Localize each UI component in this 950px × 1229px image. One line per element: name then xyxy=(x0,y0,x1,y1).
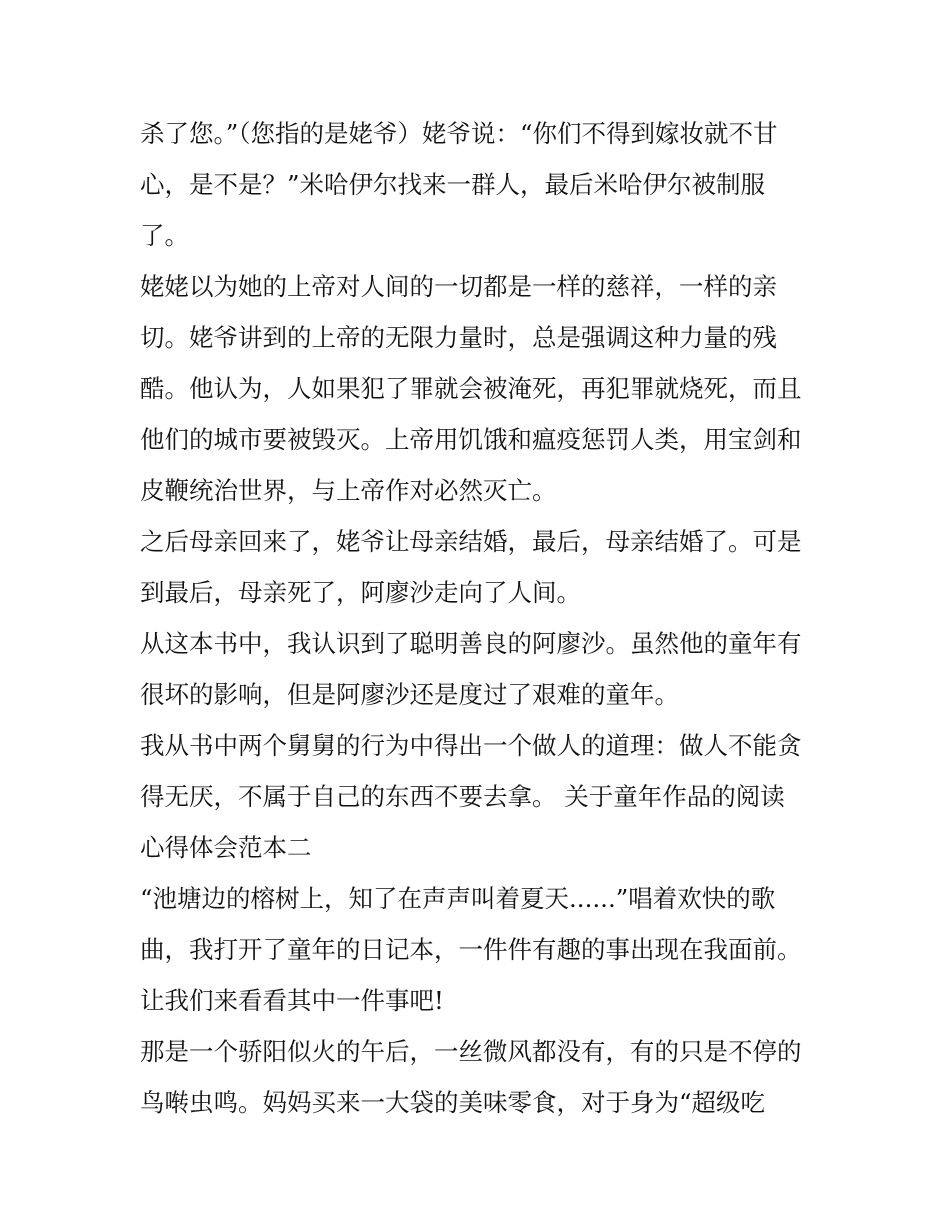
text-line: 从这本书中，我认识到了聪明善良的阿廖沙。虽然他的童年有 xyxy=(140,629,802,658)
text-line: 我从书中两个舅舅的行为中得出一个做人的道理：做人不能贪 xyxy=(140,731,802,760)
text-line: 之后母亲回来了，姥爷让母亲结婚，最后，母亲结婚了。可是 xyxy=(140,527,802,556)
text-line: 了。 xyxy=(140,221,189,250)
section-heading-line: 心得体会范本二 xyxy=(140,833,312,862)
text-line: 曲，我打开了童年的日记本，一件件有趣的事出现在我面前。 xyxy=(140,935,802,964)
text-line: 到最后，母亲死了，阿廖沙走向了人间。 xyxy=(140,578,581,607)
text-line: 很坏的影响，但是阿廖沙还是度过了艰难的童年。 xyxy=(140,680,679,709)
text-line: 杀了您。”（您指的是姥爷）姥爷说：“你们不得到嫁妆就不甘 xyxy=(140,119,778,148)
text-line: 姥姥以为她的上帝对人间的一切都是一样的慈祥，一样的亲 xyxy=(140,272,777,301)
text-line: 得无厌，不属于自己的东西不要去拿。 关于童年作品的阅读 xyxy=(140,782,785,811)
text-line: 心，是不是？”米哈伊尔找来一群人，最后米哈伊尔被制服 xyxy=(140,170,766,199)
document-body xyxy=(140,108,820,1128)
text-line: 让我们来看看其中一件事吧! xyxy=(140,986,444,1015)
text-line: 那是一个骄阳似火的午后，一丝微风都没有，有的只是不停的 xyxy=(140,1037,802,1066)
text-line: 鸟啭虫鸣。妈妈买来一大袋的美味零食，对于身为“超级吃 xyxy=(140,1088,766,1117)
text-line: 切。姥爷讲到的上帝的无限力量时，总是强调这种力量的残 xyxy=(140,323,777,352)
text-line: 皮鞭统治世界，与上帝作对必然灭亡。 xyxy=(140,476,557,505)
text-line: 他们的城市要被毁灭。上帝用饥饿和瘟疫惩罚人类，用宝剑和 xyxy=(140,425,802,454)
text-line: 酷。他认为，人如果犯了罪就会被淹死，再犯罪就烧死，而且 xyxy=(140,374,802,403)
text-line: “池塘边的榕树上，知了在声声叫着夏天......”唱着欢快的歌 xyxy=(140,884,776,913)
